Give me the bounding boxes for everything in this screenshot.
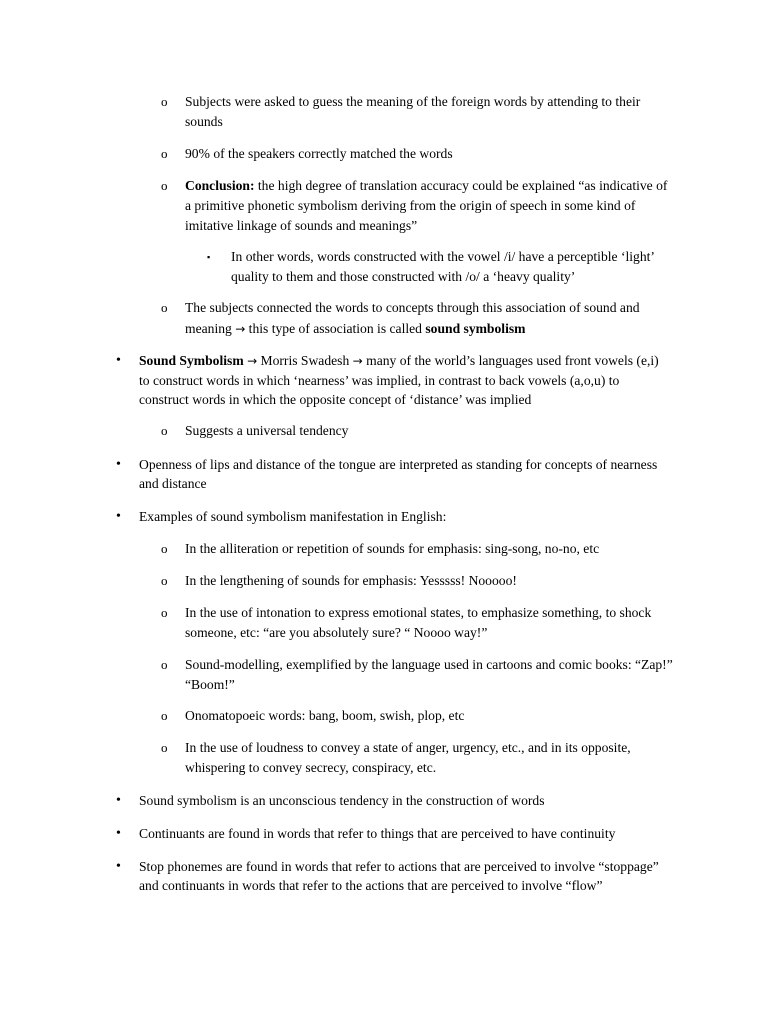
- bullet-icon: •: [116, 457, 121, 472]
- list-item-text: “Boom!”: [185, 677, 235, 692]
- sound-symbolism-label: Sound Symbolism: [139, 353, 244, 368]
- list-item-text: In the lengthening of sounds for emphasis: Yesssss! Nooooo!: [185, 573, 517, 588]
- circle-bullet-icon: o: [161, 657, 168, 672]
- text-segment: Morris Swadesh: [257, 353, 353, 368]
- list-item-text: someone, etc: “are you absolutely sure? “ Noooo way!”: [185, 625, 488, 640]
- text-segment: this type of association is called: [245, 321, 426, 336]
- list-item-text: sounds: [185, 114, 223, 129]
- list-item-text: [139, 351, 659, 371]
- right-arrow-icon: →: [247, 354, 258, 368]
- list-item-text: Stop phonemes are found in words that refer to actions that are perceived to involve “stoppage”: [139, 859, 659, 874]
- list-item-text: Examples of sound symbolism manifestation in English:: [139, 509, 447, 524]
- bullet-icon: •: [116, 793, 121, 808]
- list-item-text: 90% of the speakers correctly matched the words: [185, 146, 453, 161]
- bullet-icon: •: [116, 509, 121, 524]
- circle-bullet-icon: o: [161, 708, 168, 723]
- list-item-text: quality to them and those constructed with /o/ a ‘heavy quality’: [231, 269, 576, 284]
- circle-bullet-icon: o: [161, 740, 168, 755]
- circle-bullet-icon: o: [161, 300, 168, 315]
- list-item-text: Subjects were asked to guess the meaning of the foreign words by attending to their: [185, 94, 641, 109]
- list-item-text: and distance: [139, 476, 207, 491]
- circle-bullet-icon: o: [161, 605, 168, 620]
- list-item-text: Onomatopoeic words: bang, boom, swish, plop, etc: [185, 708, 465, 723]
- list-item-text: The subjects connected the words to concepts through this association of sound and: [185, 300, 640, 315]
- bullet-icon: •: [116, 353, 121, 368]
- text-segment: many of the world’s languages used front vowels (e,i): [362, 353, 659, 368]
- list-item-text: Openness of lips and distance of the tongue are interpreted as standing for concepts of nearness: [139, 457, 658, 472]
- circle-bullet-icon: o: [161, 178, 168, 193]
- circle-bullet-icon: o: [161, 423, 168, 438]
- bullet-icon: •: [116, 859, 121, 874]
- list-item-text: Continuants are found in words that refer to things that are perceived to have continuity: [139, 826, 616, 841]
- list-item-text: [185, 176, 667, 196]
- sound-symbolism-term: sound symbolism: [425, 321, 526, 336]
- list-item-text: [185, 319, 525, 339]
- list-item-text: Sound-modelling, exemplified by the language used in cartoons and comic books: “Zap!”: [185, 657, 673, 672]
- list-item-text: imitative linkage of sounds and meanings”: [185, 218, 418, 233]
- list-item-text: In the use of intonation to express emotional states, to emphasize something, to shock: [185, 605, 652, 620]
- right-arrow-icon: →: [235, 322, 246, 336]
- conclusion-text: the high degree of translation accuracy could be explained “as indicative of: [254, 178, 668, 193]
- list-item-text: In the alliteration or repetition of sounds for emphasis: sing-song, no-no, etc: [185, 541, 600, 556]
- circle-bullet-icon: o: [161, 573, 168, 588]
- square-bullet-icon: ▪: [207, 252, 211, 262]
- list-item-text: In the use of loudness to convey a state of anger, urgency, etc., and in its opposite,: [185, 740, 631, 755]
- list-item-text: whispering to convey secrecy, conspiracy, etc.: [185, 760, 437, 775]
- circle-bullet-icon: o: [161, 94, 168, 109]
- list-item-text: Suggests a universal tendency: [185, 423, 349, 438]
- list-item-text: to construct words in which ‘nearness’ was implied, in contrast to back vowels (a,o,u) to: [139, 373, 620, 388]
- list-item-text: Sound symbolism is an unconscious tendency in the construction of words: [139, 793, 545, 808]
- conclusion-label: Conclusion:: [185, 178, 255, 193]
- right-arrow-icon: →: [352, 354, 363, 368]
- list-item-text: construct words in which the opposite concept of ‘distance’ was implied: [139, 392, 532, 407]
- circle-bullet-icon: o: [161, 541, 168, 556]
- text-segment: meaning: [185, 321, 236, 336]
- list-item-text: a primitive phonetic symbolism deriving from the origin of speech in some kind of: [185, 198, 636, 213]
- bullet-icon: •: [116, 826, 121, 841]
- circle-bullet-icon: o: [161, 146, 168, 161]
- list-item-text: In other words, words constructed with the vowel /i/ have a perceptible ‘light’: [231, 249, 655, 264]
- list-item-text: and continuants in words that refer to the actions that are perceived to involve “flow”: [139, 878, 603, 893]
